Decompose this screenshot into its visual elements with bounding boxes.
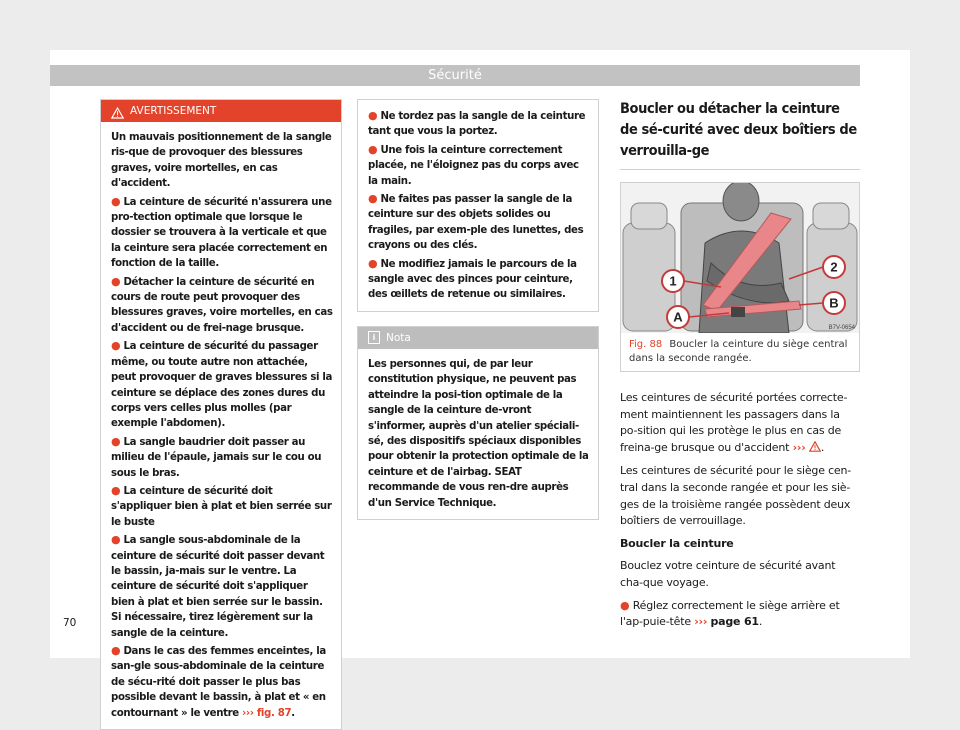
page-header: Sécurité xyxy=(50,65,860,86)
figure-caption-text: Boucler la ceinture du siège central dans la seconde rangée. xyxy=(629,339,848,364)
label-1: 1 xyxy=(669,273,677,289)
list-item: ● La ceinture de sécurité du passager même, ou toute autre non attachée, peut provoquer de graves blessures si la ceinture se déplace des zones dures du corps vers celles plus molles (par exemple l'abdomen). xyxy=(111,339,333,430)
bullet-icon: ● xyxy=(368,109,378,122)
ref-arrow-icon: ››› xyxy=(694,615,708,629)
subheading: Boucler la ceinture xyxy=(620,536,734,550)
bullet-icon: ● xyxy=(368,192,378,206)
bullet-icon: ● xyxy=(368,142,378,156)
list-item: ● La ceinture de sécurité doit s'appliquer bien à plat et bien serrée sur le buste xyxy=(111,483,332,528)
bullet-icon: ● xyxy=(620,598,630,612)
figure-code: B7V-0654 xyxy=(828,325,855,331)
warning-cont-body xyxy=(358,100,598,311)
ref-arrow-icon: ››› xyxy=(792,440,806,454)
paragraph: Les ceintures de sécurité pour le siège cen-tral dans la seconde rangée et pour les siè-ges de la troisième rangée possèdent deux boîtiers de verrouillage. xyxy=(620,464,852,528)
list-item: ● Ne modifiez jamais le parcours de la sangle avec des pinces pour ceinture, des œillets de retenue ou similaires. xyxy=(368,256,577,301)
info-icon: i xyxy=(368,331,380,344)
list-item: ● La sangle sous-abdominale de la ceinture de sécurité doit passer devant le bassin, ja-mais sur le ventre. La ceinture de sécurité doit s'appliquer bien à plat et bien serrée sur le bassin. Si nécessaire, tirez légèrement sur la sangle de la ceinture. xyxy=(111,533,325,639)
warning-box xyxy=(100,99,342,730)
bullet-icon: ● xyxy=(111,274,121,288)
page-number: 70 xyxy=(63,617,77,629)
label-circle-A xyxy=(667,306,689,328)
label-circle-1 xyxy=(662,270,684,292)
note-text: Les personnes qui, de par leur constitution physique, ne peuvent pas atteindre la posi-tion optimale de la sangle de la ceinture de-vront s'informer, auprès d'un atelier spéciali-sé, des dispositifs spéciaux disponibles pour obtenir la protection optimale de la ceinture et de l'airbag. SEAT recommande de vous ren-dre auprès d'un Service Technique. xyxy=(368,358,589,509)
bullet-icon: ● xyxy=(111,483,121,497)
column-left xyxy=(100,99,342,730)
note-title: Nota xyxy=(386,331,411,344)
note-box xyxy=(357,326,599,520)
bullet-icon: ● xyxy=(368,256,378,270)
bullet-icon: ● xyxy=(111,644,121,657)
list-item: ● Ne tordez pas la sangle de la ceinture tant que vous la portez. xyxy=(368,109,586,138)
note-body xyxy=(358,349,598,519)
paragraph: Les ceintures de sécurité portées correcte-ment maintiennent les passagers dans la po-sition qui les protège le plus en cas de freina-ge brusque ou d'accident ››› . xyxy=(620,390,860,457)
list-item: ● Dans le cas des femmes enceintes, la san-gle sous-abdominale de la ceinture de sécu-rité doit passer le plus bas possible devant le bassin, à plat et « en contournant » le ventre ››› fig. 87. xyxy=(111,644,326,719)
page-ref-link[interactable]: page 61 xyxy=(710,615,759,629)
label-circle-2 xyxy=(823,256,845,278)
bullet-icon: ● xyxy=(111,194,121,208)
label-2: 2 xyxy=(830,259,838,275)
ref-arrow-icon: ››› xyxy=(242,707,254,719)
warning-triangle-icon xyxy=(111,105,124,117)
list-item: ● La ceinture de sécurité n'assurera une pro-tection optimale que lorsque le dossier se trouvera à la verticale et que la ceinture sera placée correctement en fonction de la taille. xyxy=(111,194,332,270)
warning-title: AVERTISSEMENT xyxy=(130,105,217,117)
column-right xyxy=(620,99,860,637)
figure-number: Fig. 88 xyxy=(629,339,663,350)
seatbelt-illustration xyxy=(621,183,859,333)
paragraph: Bouclez votre ceinture de sécurité avant cha-que voyage. xyxy=(620,559,836,589)
warning-header xyxy=(101,100,341,122)
list-item: ● Ne faites pas passer la sangle de la ceinture sur des objets solides ou fragiles, par exem-ple des lunettes, des crayons ou des clés. xyxy=(368,192,584,252)
figure-ref-link[interactable]: fig. 87 xyxy=(256,707,292,719)
section-title: Boucler ou détacher la ceinture de sé-curité avec deux boîtiers de verrouilla-ge xyxy=(620,99,860,170)
bullet-icon: ● xyxy=(111,434,121,448)
figure-caption xyxy=(621,333,859,371)
warning-box-continued xyxy=(357,99,599,312)
bullet-icon: ● xyxy=(111,533,121,547)
section-body xyxy=(620,390,860,631)
figure xyxy=(620,182,860,372)
warning-body xyxy=(101,122,341,729)
list-item: ● Détacher la ceinture de sécurité en cours de route peut provoquer des blessures graves, voire mortelles, en cas d'accident ou de frei-nage brusque. xyxy=(111,274,333,334)
list-item: ● Une fois la ceinture correctement placée, ne l'éloignez pas du corps avec la main. xyxy=(368,142,579,187)
warning-triangle-icon[interactable] xyxy=(809,441,821,458)
bullet-icon: ● xyxy=(111,339,121,353)
label-B: B xyxy=(829,295,839,311)
column-middle xyxy=(357,99,599,520)
list-item: ● Réglez correctement le siège arrière et l'ap-puie-tête ››› page 61. xyxy=(620,598,840,629)
warning-intro: Un mauvais positionnement de la sangle ris-que de provoquer des blessures graves, voire mortelles, en cas d'accident. xyxy=(111,132,332,190)
label-circle-B xyxy=(823,292,845,314)
note-header xyxy=(358,327,598,349)
label-A: A xyxy=(673,309,683,325)
list-item: ● La sangle baudrier doit passer au milieu de l'épaule, jamais sur le cou ou sous le bras. xyxy=(111,434,322,479)
